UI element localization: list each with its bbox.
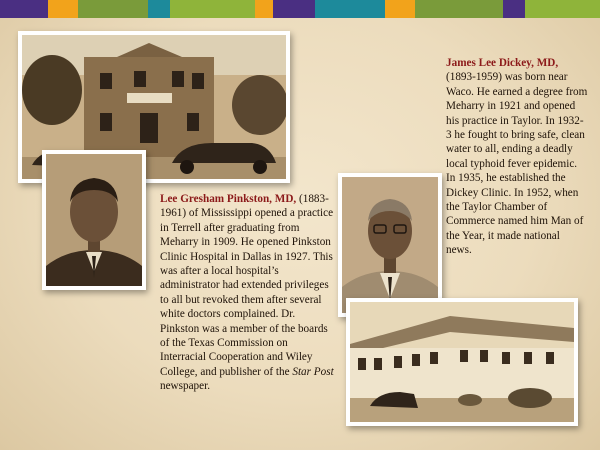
pinkston-bio bbox=[160, 192, 336, 394]
pinkston-portrait bbox=[42, 150, 146, 290]
dickey-bio bbox=[446, 56, 588, 258]
dickey-portrait bbox=[338, 173, 442, 317]
dickey-clinic-photo bbox=[346, 298, 578, 426]
pinkston-bio-end: newspaper. bbox=[160, 380, 211, 393]
pinkston-portrait-image bbox=[46, 154, 142, 286]
pinkston-publication: Star Post bbox=[292, 365, 334, 378]
pinkston-name: Lee Gresham Pinkston, MD, bbox=[160, 193, 297, 205]
dickey-bio-text: (1893-1959) was born near Waco. He earned a degree from Meharry in 1921 and opened his practice in Taylor. In 1932-3 he fought to bring safe, clean water to all, ending a deadly local typhoid fever epidemic. In 1935, he established the Dickey Clinic. In 1952, when the Taylor Chamber of Commerce named him Man of the Year, it made national news. bbox=[446, 71, 588, 257]
dickey-name: James Lee Dickey, MD, bbox=[446, 57, 559, 69]
dickey-clinic-image bbox=[350, 302, 574, 422]
pinkston-bio-text: (1883-1961) of Mississippi opened a practice in Terrell after graduating from Meharry in 1909. He opened Pinkston Clinic Hospital in Dallas in 1927. This was after a local hospital’s administrator had extended privileges to all but revoked them after several white doctors complained. Dr. Pinkston was a member of the boards of the Texas Commission on Interracial Cooperation and Wiley College, and publisher of the bbox=[160, 193, 334, 378]
dickey-portrait-image bbox=[342, 177, 438, 313]
header-color-stripe bbox=[0, 0, 600, 18]
